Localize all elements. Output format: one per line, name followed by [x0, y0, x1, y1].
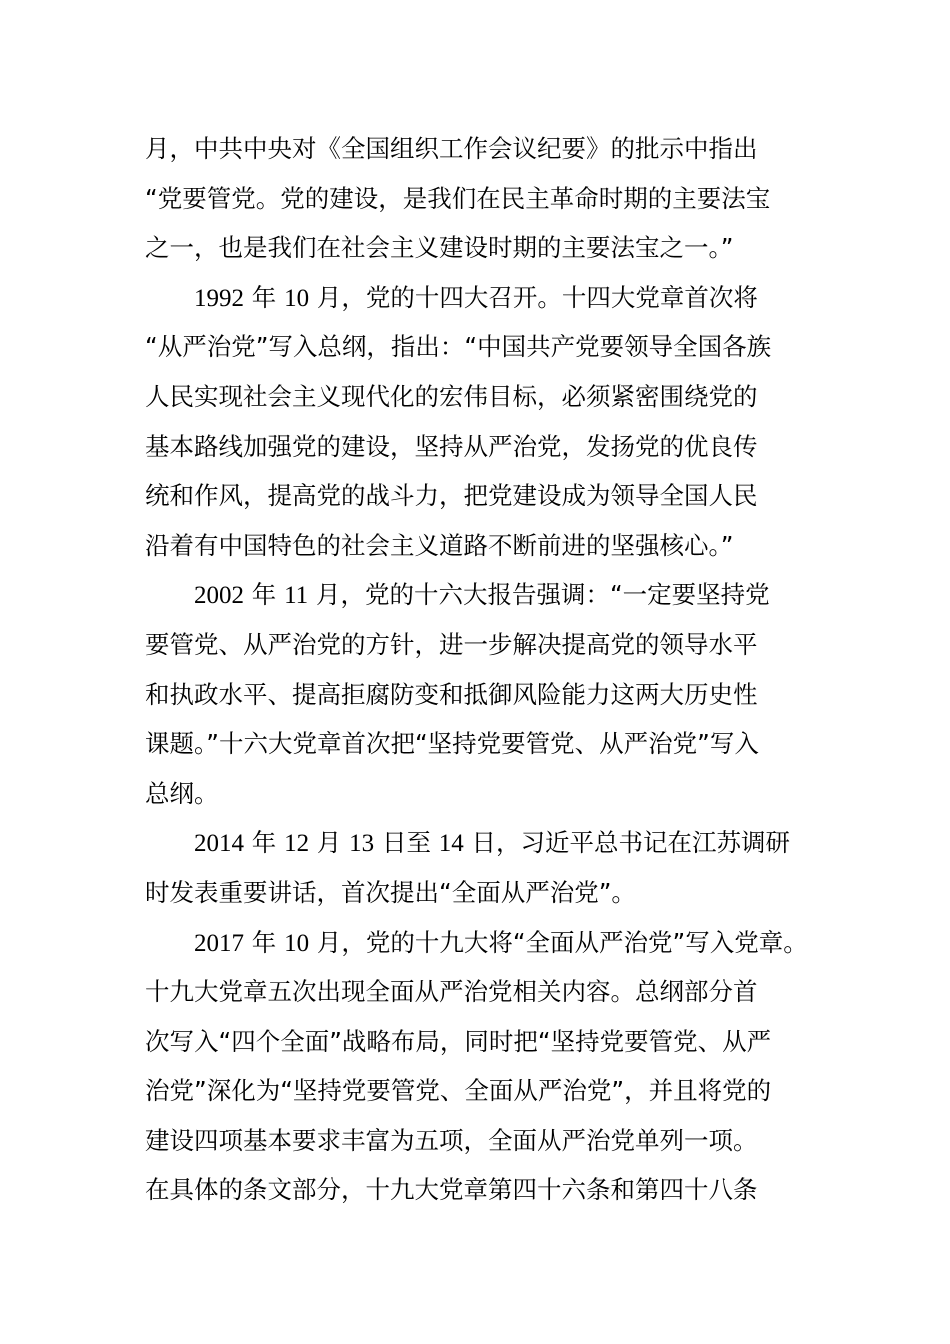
- paragraph-start-line: 1992 年 10 月，党的十四大召开。十四大党章首次将: [194, 282, 758, 312]
- text-line: 时发表重要讲话，首次提出“全面从严治党”。: [145, 877, 636, 907]
- text-line: 在具体的条文部分，十九大党章第四十六条和第四十八条: [145, 1175, 758, 1205]
- text-line: 十九大党章五次出现全面从严治党相关内容。总纲部分首: [145, 977, 758, 1007]
- text-line: 总纲。: [145, 778, 219, 808]
- text-line: 统和作风，提高党的战斗力，把党建设成为领导全国人民: [145, 481, 758, 511]
- text-line: 建设四项基本要求丰富为五项，全面从严治党单列一项。: [145, 1125, 758, 1155]
- text-line: 次写入“四个全面”战略布局，同时把“坚持党要管党、从严: [145, 1026, 772, 1056]
- text-line: 月，中共中央对《全国组织工作会议纪要》的批示中指出: [145, 134, 758, 163]
- text-line: 要管党、从严治党的方针，进一步解决提高党的领导水平: [145, 629, 758, 659]
- paragraph-start-line: 2017 年 10 月，党的十九大将“全面从严治党”写入党章。: [194, 927, 808, 957]
- text-line: 沿着有中国特色的社会主义道路不断前进的坚强核心。”: [145, 530, 734, 560]
- text-line: 治党”深化为“坚持党要管党、全面从严治党”，并且将党的: [145, 1076, 772, 1106]
- text-line: “党要管党。党的建设，是我们在民主革命时期的主要法宝: [145, 183, 771, 213]
- text-line: 人民实现社会主义现代化的宏伟目标，必须紧密围绕党的: [145, 381, 758, 411]
- body-text: [145, 124, 809, 1215]
- text-line: 之一，也是我们在社会主义建设时期的主要法宝之一。”: [145, 233, 734, 263]
- text-line: 课题。”十六大党章首次把“坚持党要管党、从严治党”写入: [145, 729, 759, 759]
- text-line: “从严治党”写入总纲，指出：“中国共产党要领导全国各族: [145, 332, 772, 362]
- text-line: 和执政水平、提高拒腐防变和抵御风险能力这两大历史性: [145, 679, 758, 709]
- paragraph-start-line: 2002 年 11 月，党的十六大报告强调：“一定要坚持党: [194, 580, 770, 610]
- paragraph-start-line: 2014 年 12 月 13 日至 14 日，习近平总书记在江苏调研: [194, 828, 791, 858]
- text-line: 基本路线加强党的建设，坚持从严治党，发扬党的优良传: [145, 431, 758, 461]
